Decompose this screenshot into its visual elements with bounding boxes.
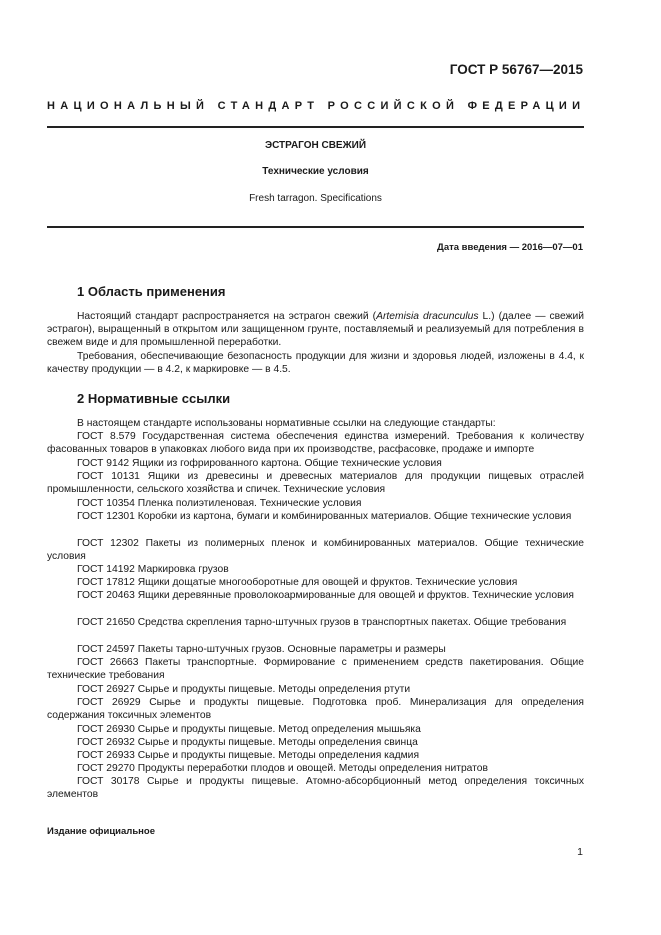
section-1-paragraph-1: Настоящий стандарт распространяется на эстрагон свежий (Artemisia dracunculus L.) (далее — свежий эстрагон), выращенный в открытом или защищенном грунте, поставляемый и реализуемый для потребления в свежем виде и для промышленной переработки.	[47, 311, 585, 349]
reference-item: ГОСТ 30178 Сырье и продукты пищевые. Атомно-абсорбционный метод определения токсичных элементов	[47, 776, 584, 801]
document-title: ЭСТРАГОН СВЕЖИЙ	[264, 140, 367, 151]
reference-item: ГОСТ 12302 Пакеты из полимерных пленок и комбинированных материалов. Общие технические условия	[47, 538, 584, 563]
reference-item: ГОСТ 26930 Сырье и продукты пищевые. Метод определения мышьяка	[77, 724, 421, 735]
reference-item: ГОСТ 12301 Коробки из картона, бумаги и комбинированных материалов. Общие технические условия	[77, 511, 572, 522]
section-2-intro: В настоящем стандарте использованы нормативные ссылки на следующие стандарты:	[77, 418, 496, 429]
official-edition-label: Издание официальное	[47, 826, 155, 837]
reference-item: ГОСТ 26927 Сырье и продукты пищевые. Методы определения ртути	[77, 684, 411, 695]
document-code: ГОСТ Р 56767—2015	[449, 62, 583, 77]
reference-item: ГОСТ 8.579 Государственная система обеспечения единства измерений. Требования к количеству фасованных товаров в упаковках любого вида при их производстве, расфасовке, продаже и импорте	[47, 431, 584, 456]
reference-item: ГОСТ 17812 Ящики дощатые многооборотные для овощей и фруктов. Технические условия	[77, 577, 518, 588]
english-title: Fresh tarragon. Specifications	[249, 193, 382, 204]
reference-item: ГОСТ 9142 Ящики из гофрированного картона. Общие технические условия	[77, 458, 442, 469]
reference-item: ГОСТ 26933 Сырье и продукты пищевые. Методы определения кадмия	[77, 750, 420, 761]
section-1-heading: 1 Область применения	[77, 284, 226, 299]
standard-banner: НАЦИОНАЛЬНЫЙ СТАНДАРТ РОССИЙСКОЙ ФЕДЕРАЦИИ	[47, 100, 586, 112]
reference-item: ГОСТ 26932 Сырье и продукты пищевые. Методы определения свинца	[77, 737, 418, 748]
reference-item: ГОСТ 29270 Продукты переработки плодов и овощей. Методы определения нитратов	[77, 763, 488, 774]
introduction-date: Дата введения — 2016—07—01	[437, 242, 583, 253]
reference-item: ГОСТ 20463 Ящики деревянные проволокоармированные для овощей и фруктов. Технические условия	[77, 590, 574, 601]
reference-item: ГОСТ 14192 Маркировка грузов	[77, 564, 229, 575]
document-subtitle: Технические условия	[262, 166, 369, 177]
reference-item: ГОСТ 26663 Пакеты транспортные. Формирование с применением средств пакетирования. Общие технические требования	[47, 657, 584, 682]
section-1-paragraph-2: Требования, обеспечивающие безопасность продукции для жизни и здоровья людей, изложены в 4.4, к качеству продукции — в 4.2, к маркировке — в 4.5.	[47, 351, 584, 376]
divider	[47, 126, 584, 128]
reference-item: ГОСТ 24597 Пакеты тарно-штучных грузов. Основные параметры и размеры	[77, 644, 446, 655]
reference-item: ГОСТ 26929 Сырье и продукты пищевые. Подготовка проб. Минерализация для определения содержания токсичных элементов	[47, 697, 584, 722]
divider	[47, 226, 584, 228]
page-number: 1	[577, 846, 583, 858]
section-2-heading: 2 Нормативные ссылки	[77, 391, 231, 406]
reference-item: ГОСТ 10131 Ящики из древесины и древесных материалов для продукции пищевых отраслей промышленности, сельского хозяйства и спичек. Технические условия	[47, 471, 584, 496]
reference-item: ГОСТ 21650 Средства скрепления тарно-штучных грузов в транспортных пакетах. Общие требования	[77, 617, 567, 628]
reference-item: ГОСТ 10354 Пленка полиэтиленовая. Технические условия	[77, 498, 362, 509]
